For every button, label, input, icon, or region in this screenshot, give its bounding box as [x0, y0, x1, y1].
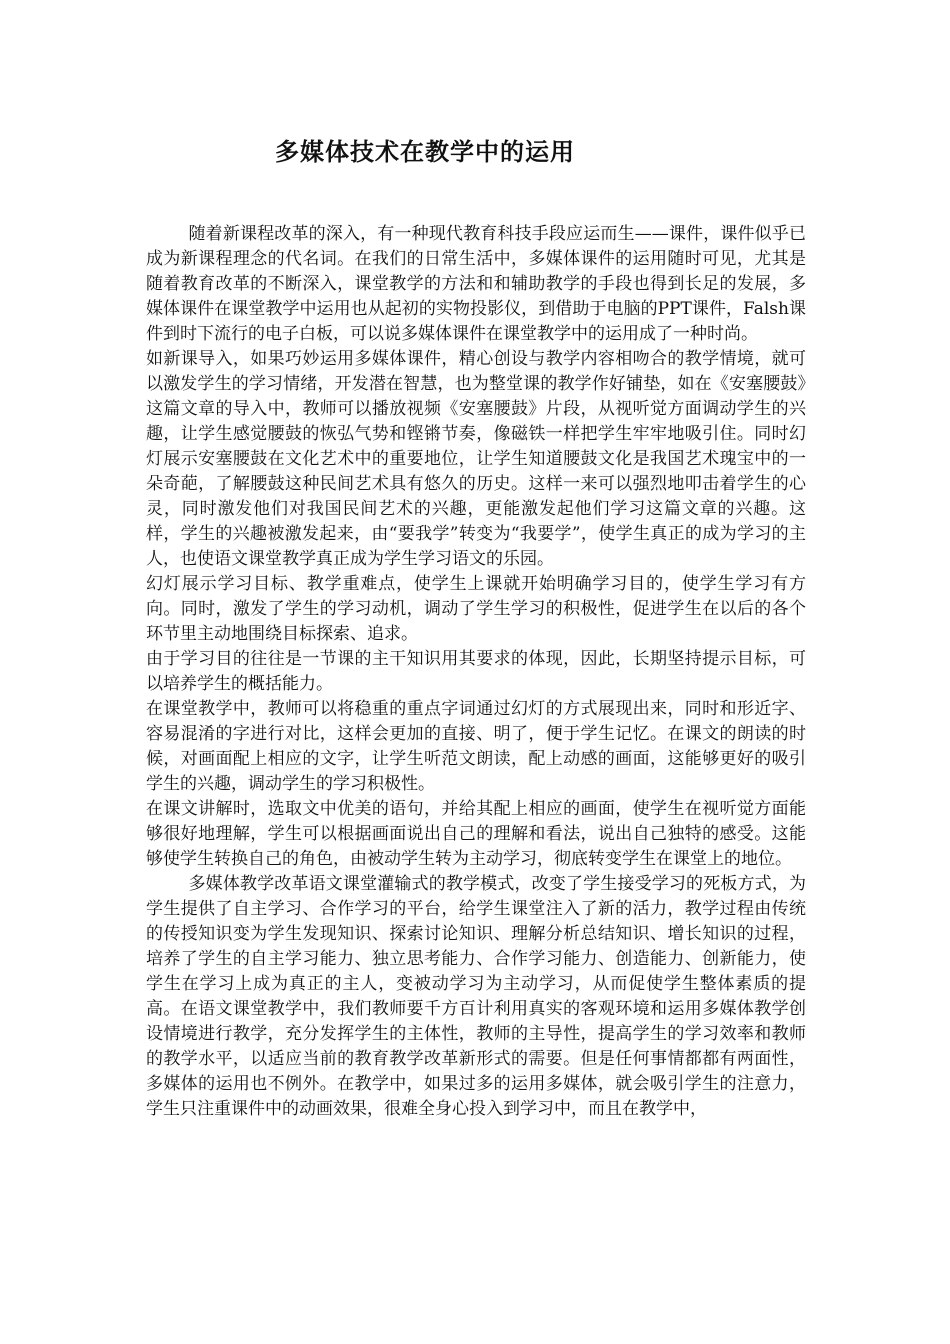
- paragraph-1: 随着新课程改革的深入，有一种现代教育科技手段应运而生——课件，课件似乎已成为新课程理念的代名词。在我们的日常生活中，多媒体课件的运用随时可见，尤其是随着教育改革的不断深入，课堂教学的方法和和辅助教学的手段也得到长足的发展，多媒体课件在课堂教学中运用也从起初的实物投影仪，到借助于电脑的PPT课件，Falsh课件到时下流行的电子白板，可以说多媒体课件在课堂教学中的运用成了一种时尚。: [146, 224, 806, 344]
- paragraph-5: 在课堂教学中，教师可以将稳重的重点字词通过幻灯的方式展现出来，同时和形近字、容易混淆的字进行对比，这样会更加的直接、明了，便于学生记忆。在课文的朗读的时候，对画面配上相应的文字，让学生听范文朗读，配上动感的画面，这能够更好的吸引学生的兴趣，调动学生的学习积极性。: [146, 699, 806, 794]
- paragraph-4: 由于学习目的往往是一节课的主干知识用其要求的体现，因此，长期坚持提示目标，可以培养学生的概括能力。: [146, 649, 806, 694]
- document-title: 多媒体技术在教学中的运用: [275, 137, 575, 166]
- paragraph-7: 多媒体教学改革语文课堂灌输式的教学模式，改变了学生接受学习的死板方式，为学生提供了自主学习、合作学习的平台，给学生课堂注入了新的活力，教学过程由传统的传授知识变为学生发现知识、探索讨论知识、理解分析总结知识、增长知识的过程，培养了学生的自主学习能力、独立思考能力、合作学习能力、创造能力、创新能力，使学生在学习上成为真正的主人，变被动学习为主动学习，从而促使学生整体素质的提高。在语文课堂教学中，我们教师要千方百计利用真实的客观环境和运用多媒体教学创设情境进行教学，充分发挥学生的主体性，教师的主导性，提高学生的学习效率和教师的教学水平，以适应当前的教育教学改革新形式的需要。但是任何事情都都有两面性，多媒体的运用也不例外。在教学中，如果过多的运用多媒体，就会吸引学生的注意力，学生只注重课件中的动画效果，很难全身心投入到学习中，而且在教学中，: [146, 874, 806, 1119]
- document-body: [146, 222, 806, 1122]
- paragraph-6: 在课文讲解时，选取文中优美的语句，并给其配上相应的画面，使学生在视听觉方面能够很好地理解，学生可以根据画面说出自己的理解和看法，说出自己独特的感受。这能够使学生转换自己的角色，由被动学生转为主动学习，彻底转变学生在课堂上的地位。: [146, 799, 806, 869]
- paragraph-3: 幻灯展示学习目标、教学重难点，使学生上课就开始明确学习目的，使学生学习有方向。同时，激发了学生的学习动机，调动了学生学习的积极性，促进学生在以后的各个环节里主动地围绕目标探索、追求。: [146, 574, 806, 644]
- paragraph-2: 如新课导入，如果巧妙运用多媒体课件，精心创设与教学内容相吻合的教学情境，就可以激发学生的学习情绪，开发潜在智慧，也为整堂课的教学作好铺垫，如在《安塞腰鼓》这篇文章的导入中，教师可以播放视频《安塞腰鼓》片段，从视听觉方面调动学生的兴趣，让学生感觉腰鼓的恢弘气势和铿锵节奏，像磁铁一样把学生牢牢地吸引住。同时幻灯展示安塞腰鼓在文化艺术中的重要地位，让学生知道腰鼓文化是我国艺术瑰宝中的一朵奇葩，了解腰鼓这种民间艺术具有悠久的历史。这样一来可以强烈地叩击着学生的心灵，同时激发他们对我国民间艺术的兴趣，更能激发起他们学习这篇文章的兴趣。这样，学生的兴趣被激发起来，由“要我学”转变为“我要学”，使学生真正的成为学习的主人，也使语文课堂教学真正成为学生学习语文的乐园。: [146, 349, 806, 569]
